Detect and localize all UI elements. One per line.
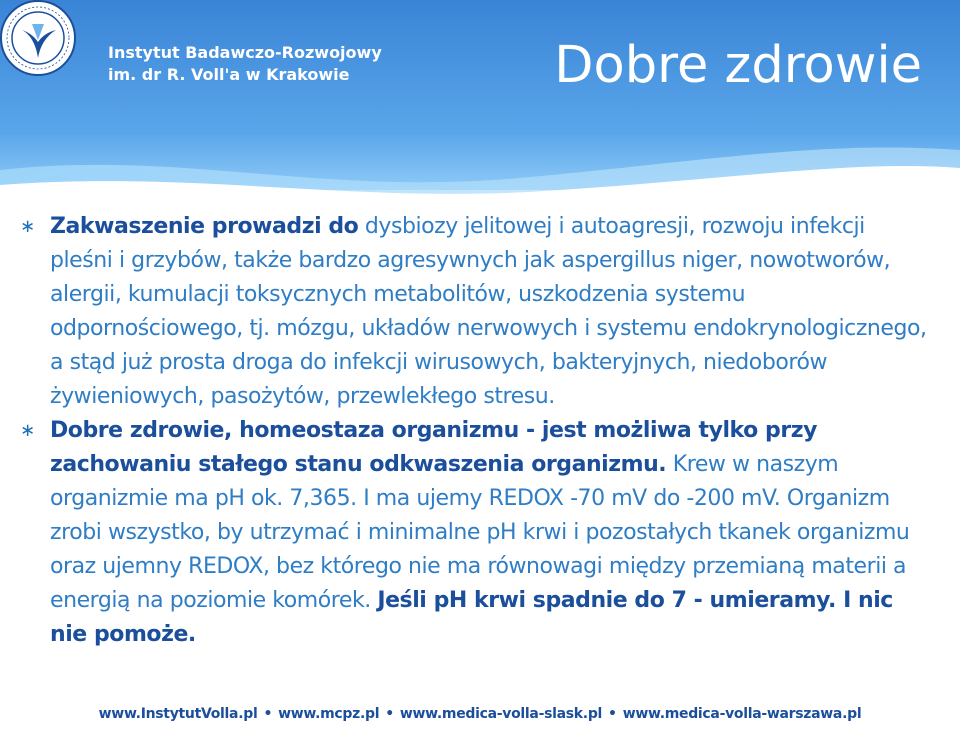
paragraph-2-bold-lead: Dobre zdrowie, homeostaza organizmu - jest możliwa tylko przy zachowaniu stałego stanu odkwaszenia organizmu.: [50, 418, 817, 477]
slide-title: Dobre zdrowie: [554, 36, 922, 95]
paragraph-2-bold-conclusion: Jeśli pH krwi spadnie do 7 - umieramy. I nic nie pomoże.: [50, 588, 893, 647]
paragraph-1-text: dysbiozy jelitowej i autoagresji, rozwoju infekcji pleśni i grzybów, także bardzo agresywnych jak aspergillus niger, nowotworów, alergii, kumulacji toksycznych metabolitów, uszkodzenia systemu odpornościowego, tj. mózgu, układów nerwowych i systemu endokrynologicznego, a stąd już prosta droga do infekcji wirusowych, bakteryjnych, niedoborów żywieniowych, pasożytów, przewlekłego stresu.: [50, 214, 927, 409]
footer-link-instytutvolla[interactable]: www.InstytutVolla.pl: [98, 706, 258, 722]
institute-name-line2: im. dr R. Voll'a w Krakowie: [108, 65, 350, 84]
paragraph-1-bold-lead: Zakwaszenie prowadzi do: [50, 214, 359, 239]
bullet-paragraph-1: [20, 210, 930, 414]
header-band: [0, 0, 960, 200]
institute-name-line1: Instytut Badawczo-Rozwojowy: [108, 43, 382, 62]
footer-separator: •: [608, 706, 617, 722]
institute-logo: [0, 0, 76, 76]
institute-name: [108, 42, 382, 86]
footer-separator: •: [263, 706, 273, 722]
bullet-asterisk-icon: ∗: [20, 420, 35, 441]
paragraph-2-text: Krew w naszym organizmie ma pH ok. 7,365. I ma ujemy REDOX -70 mV do -200 mV. Organizm zrobi wszystko, by utrzymać i minimalne pH krwi i pozostałych tkanek organizmu oraz ujemny REDOX, bez którego nie ma równowagi między przemianą materii a energią na poziomie komórek.: [50, 452, 910, 613]
bullet-paragraph-2: [20, 414, 930, 652]
footer-separator: •: [385, 706, 394, 722]
slide-body: [20, 210, 930, 652]
footer-link-medica-volla-slask[interactable]: www.medica-volla-slask.pl: [399, 706, 603, 722]
footer-link-mcpz[interactable]: www.mcpz.pl: [278, 706, 380, 722]
footer-links: [0, 706, 960, 722]
header-wave-background: [0, 0, 960, 200]
bullet-asterisk-icon: ∗: [20, 216, 35, 237]
footer-link-medica-volla-warszawa[interactable]: www.medica-volla-warszawa.pl: [622, 706, 862, 722]
